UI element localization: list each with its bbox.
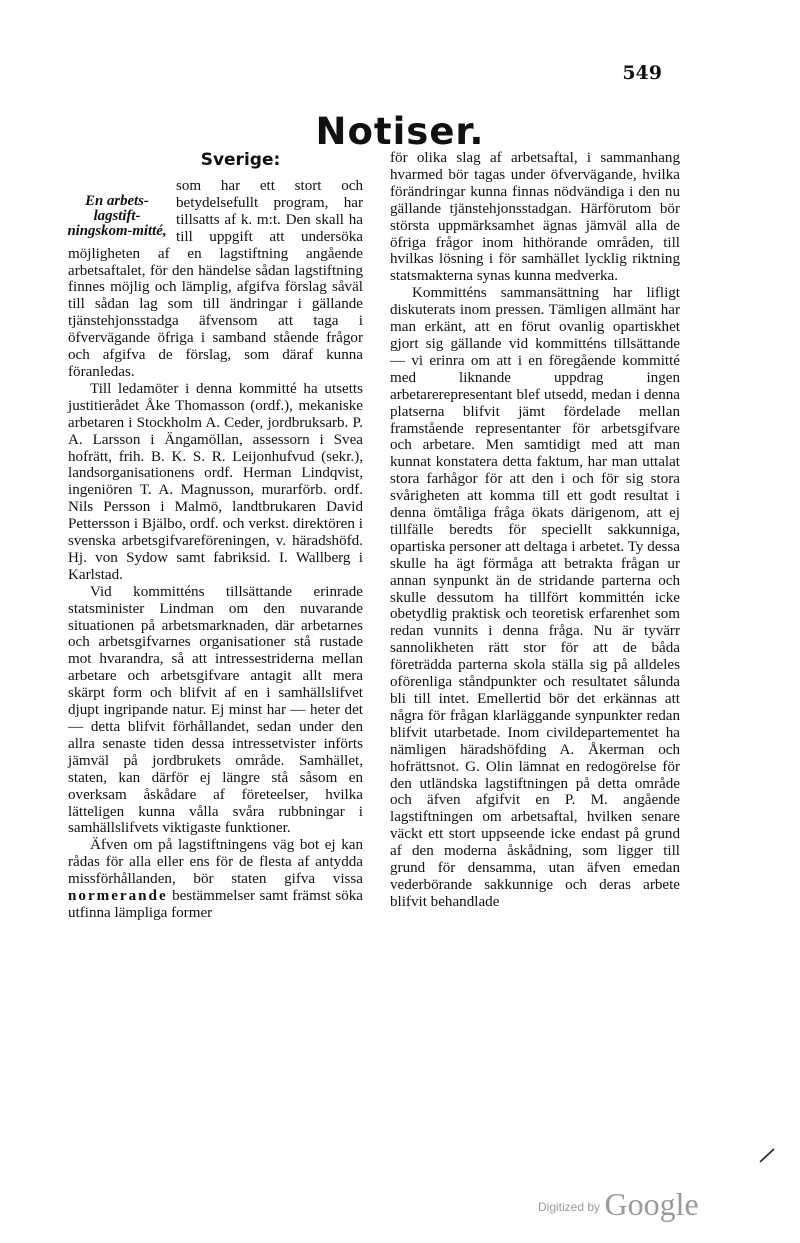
google-logo: Google bbox=[604, 1186, 699, 1222]
right-column bbox=[390, 150, 680, 911]
side-heading: En arbets-lagstift-ningskom-mitté, bbox=[67, 193, 167, 239]
pen-mark-icon bbox=[758, 1146, 776, 1164]
page-heading: Notiser. bbox=[315, 110, 485, 153]
digitized-stamp bbox=[538, 1186, 708, 1223]
emphasized-word: normerande bbox=[68, 888, 168, 905]
left-column bbox=[68, 150, 363, 922]
paragraph: Vid kommitténs tillsättande erinrade statsminister Lindman om den nuvarande situationen på arbetsmarknaden, där arbetarnes och arbetsgifvarnes organisationer stå rustade mot hvarandra, så att intressestriderna mellan arbetare och arbetsgifvare antagit allt mera skärpt form och blifvit af en i samhällslifvet djupt ingripande natur. Ej minst har — heter det — detta blifvit förhållandet, sedan under den allra senaste tiden dessa intressetvister införts jämväl på jordbrukets område. Samhället, staten, kan därför ej längre stå såsom en overksam åskådare af företeelser, hvilka lätteligen kunna vålla svåra rubbningar i samhällslifvets viktigaste funktioner. bbox=[68, 583, 363, 837]
paragraph: Till ledamöter i denna kommitté ha utsetts justitierådet Åke Thomasson (ordf.), mekaniske arbetaren i Stockholm A. Ceder, jordbruksarb. P. A. Larsson i Ängamöllan, assessorn i Svea hofrätt, frih. B. K. S. R. Leijonhufvud (sekr.), landsorganisationens ordf. Herman Lindqvist, ingeniören T. A. Magnusson, murarförb. ordf. Nils Persson i Malmö, landtbrukaren David Pettersson i Bjälbo, ordf. och verkst. direktören i svenska arbetsgifvareföreningen, v. häradshöfd. Hj. von Sydow samt fabriksid. I. Wallberg i Karlstad. bbox=[68, 380, 363, 583]
section-heading: Sverige: bbox=[200, 150, 281, 170]
paragraph: för olika slag af arbetsaftal, i sammanhang hvarmed bör tagas under öfvervägande, hvilka förändringar kunna finnas nödvändiga i den nu gällande tjänstehjonsstadgan. Härförutom bör största uppmärksamhet ägnas jämväl alla de öfriga frågor inom hithörande områden, till hvilkas lösning i för samhället lycklig riktning statsmakterna synas kunna medverka. bbox=[390, 150, 680, 285]
paragraph bbox=[68, 837, 363, 922]
page-number: 549 bbox=[622, 62, 662, 84]
stamp-prefix: Digitized by bbox=[538, 1200, 601, 1214]
paragraph: som har ett stort och betydelsefullt program, har tillsatts af k. m:t. Den skall ha till uppgift att undersöka möjligheten af en lagstiftning angående arbetsaftalet, för den händelse sådan lagstiftning finnes möjlig och lämplig, afgifva förslag såväl till sådan lag som till ändringar i gällande tjänstehjonsstadga äfvensom att taga i öfvervägande öfriga i samband stående frågor och afgifva de förslag, som däraf kunna föranledas. bbox=[68, 178, 363, 380]
paragraph-text: bestämmelser samt främst söka utfinna lämpliga former bbox=[68, 888, 363, 921]
paragraph-text: Äfven om på lagstiftningens väg bot ej kan rådas för alla eller ens för de flesta af antydda missförhållanden, bör staten gifva vissa bbox=[68, 837, 363, 888]
paragraph: Kommitténs sammansättning har lifligt diskuterats inom pressen. Tämligen allmänt har man erkänt, att en förut ovanlig opartiskhet gjort sig gällande vid kommitténs tillsättande — vi erinra om att i en föregående kommitté med liknande uppdrag ingen arbetarerepresentant blef utsedd, medan i denna platserna blifvit jämt fördelade mellan framstående representanter för arbetsgifvare och arbetare. Men samtidigt med att man kunnat konstatera detta faktum, har man uttalat stora farhågor för att den i och för sig stora svårigheten att komma till ett godt resultat i denna ömtåliga fråga ökats därigenom, att ej tillfälle beredts för speciellt sakkunniga, opartiska personer att deltaga i arbetet. Ty dessa skulle ha ägt förmåga att betrakta frågan ur annan synpunkt än de stridande parterna och skulle dessutom ha tillfört kommittén icke obetydlig praktisk och teoretisk erfarenhet som redan vunnits i denna fråga. Nu är tyvärr sannolikheten rätt stor för att de båda företrädda parterna skola ställa sig på alldeles oförenliga ståndpunkter och resultatet sålunda bli till intet. Emellertid bör det erkännas att några för frågan klarläggande synpunkter redan blifvit utarbetade. Inom civildepartementet ha nämligen häradshöfding A. Åkerman och hofrättsnot. G. Olin lämnat en redogörelse för den utländska lagstiftningen på detta område och äfven afgifvit en P. M. angående lagstiftningen om arbetsaftal, hvilken senare väckt ett stort uppseende icke endast på grund af den moderna åskådning, som ligger till grund för densamma, utan äfven emedan vederbörande sakkunnige och deras arbete blifvit behandlade bbox=[390, 285, 680, 910]
